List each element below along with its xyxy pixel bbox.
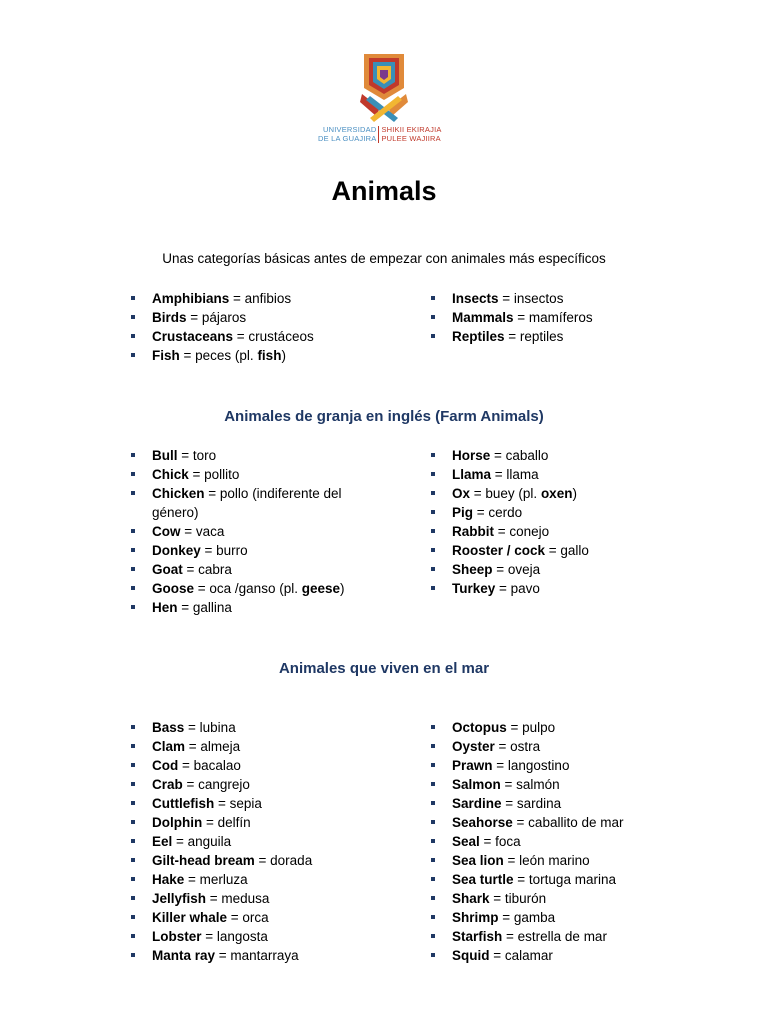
spanish-translation: = merluza	[184, 872, 248, 887]
english-term: Bull	[152, 448, 178, 463]
spanish-translation: = cerdo	[473, 505, 523, 520]
list-item	[430, 813, 730, 832]
spanish-translation: = gamba	[498, 910, 556, 925]
english-term: Birds	[152, 310, 187, 325]
list-item	[430, 794, 730, 813]
english-term: Goose	[152, 581, 195, 596]
english-term: Rabbit	[452, 524, 494, 539]
sea-animals-right-list	[430, 718, 730, 965]
list-item	[130, 737, 380, 756]
spanish-translation: = toro	[177, 448, 217, 463]
spanish-translation: = insectos	[498, 291, 564, 306]
spanish-translation: = delfín	[202, 815, 251, 830]
list-item	[130, 308, 380, 327]
english-term: Sardine	[452, 796, 502, 811]
english-term: Chick	[152, 467, 189, 482]
spanish-translation: = medusa	[206, 891, 270, 906]
spanish-translation: = cabra	[182, 562, 232, 577]
list-item	[130, 484, 380, 522]
spanish-translation: = pollo (indiferente del género)	[152, 486, 342, 520]
list-item	[430, 832, 730, 851]
list-item	[430, 308, 730, 327]
spanish-translation: = langosta	[201, 929, 268, 944]
spanish-translation: = anfibios	[229, 291, 292, 306]
english-term: Goat	[152, 562, 183, 577]
english-term: Mammals	[452, 310, 514, 325]
spanish-translation: = anguila	[172, 834, 232, 849]
spanish-translation: = oca /ganso (pl.	[194, 581, 302, 596]
spanish-translation: = conejo	[494, 524, 550, 539]
list-item	[130, 560, 380, 579]
english-term: Sheep	[452, 562, 493, 577]
english-term: Hake	[152, 872, 185, 887]
english-term: Oyster	[452, 739, 495, 754]
spanish-translation: = dorada	[254, 853, 313, 868]
english-term: Insects	[452, 291, 499, 306]
english-term: Manta ray	[152, 948, 216, 963]
spanish-translation: = gallo	[545, 543, 589, 558]
list-item	[430, 465, 730, 484]
spanish-translation: = langostino	[492, 758, 570, 773]
plural-form: geese	[301, 581, 340, 596]
list-item	[130, 813, 380, 832]
english-term: Octopus	[452, 720, 507, 735]
spanish-translation: = vaca	[180, 524, 225, 539]
english-term: Llama	[452, 467, 492, 482]
spanish-translation: = buey (pl.	[470, 486, 541, 501]
list-item	[430, 289, 730, 308]
english-term: Shark	[452, 891, 490, 906]
spanish-translation: = mamíferos	[513, 310, 593, 325]
spanish-translation: = calamar	[489, 948, 553, 963]
spanish-translation: = lubina	[184, 720, 236, 735]
list-item	[130, 946, 380, 965]
spanish-translation: = orca	[227, 910, 269, 925]
english-term: Starfish	[452, 929, 503, 944]
list-item	[430, 522, 730, 541]
english-term: Salmon	[452, 777, 501, 792]
english-term: Bass	[152, 720, 185, 735]
list-item	[430, 775, 730, 794]
spanish-translation: = cangrejo	[182, 777, 250, 792]
closing-paren: )	[281, 348, 286, 363]
english-term: Dolphin	[152, 815, 203, 830]
list-item	[430, 851, 730, 870]
list-item	[130, 775, 380, 794]
spanish-translation: = sepia	[214, 796, 262, 811]
spanish-translation: = salmón	[500, 777, 560, 792]
spanish-translation: = león marino	[503, 853, 590, 868]
spanish-translation: = pavo	[495, 581, 540, 596]
english-term: Chicken	[152, 486, 205, 501]
list-item	[430, 927, 730, 946]
page-title: Animals	[331, 176, 437, 206]
english-term: Prawn	[452, 758, 493, 773]
spanish-translation: = almeja	[185, 739, 241, 754]
english-term: Sea lion	[452, 853, 504, 868]
basic-categories-left-list	[130, 289, 380, 365]
list-item	[130, 579, 380, 598]
plural-form: oxen	[540, 486, 573, 501]
farm-animals-right-list	[430, 446, 730, 598]
english-term: Hen	[152, 600, 178, 615]
english-term: Squid	[452, 948, 490, 963]
plural-form: fish	[257, 348, 282, 363]
list-item	[430, 579, 730, 598]
spanish-translation: = burro	[200, 543, 248, 558]
list-item	[430, 484, 730, 503]
english-term: Amphibians	[152, 291, 230, 306]
english-term: Gilt-head bream	[152, 853, 255, 868]
spanish-translation: = mantarraya	[215, 948, 299, 963]
english-term: Reptiles	[452, 329, 505, 344]
list-item	[430, 503, 730, 522]
english-term: Donkey	[152, 543, 201, 558]
spanish-translation: = caballo	[490, 448, 549, 463]
english-term: Crustaceans	[152, 329, 234, 344]
english-term: Seahorse	[452, 815, 513, 830]
spanish-translation: = foca	[479, 834, 521, 849]
list-item	[130, 889, 380, 908]
farm-animals-left-list	[130, 446, 380, 617]
english-term: Jellyfish	[152, 891, 207, 906]
list-item	[430, 756, 730, 775]
list-item	[430, 737, 730, 756]
english-term: Shrimp	[452, 910, 499, 925]
english-term: Killer whale	[152, 910, 228, 925]
spanish-translation: = crustáceos	[233, 329, 314, 344]
list-item	[430, 560, 730, 579]
list-item	[130, 908, 380, 927]
spanish-translation: = sardina	[501, 796, 562, 811]
list-item	[430, 946, 730, 965]
list-item	[130, 522, 380, 541]
english-term: Seal	[452, 834, 480, 849]
sea-animals-left-list	[130, 718, 380, 965]
list-item	[430, 327, 730, 346]
list-item	[130, 927, 380, 946]
list-item	[430, 870, 730, 889]
list-item	[130, 327, 380, 346]
logo-text-right: SHIKII EKIRAJIA PULEE WAJIIRA	[381, 125, 442, 143]
english-term: Cuttlefish	[152, 796, 215, 811]
english-term: Turkey	[452, 581, 496, 596]
spanish-translation: = oveja	[492, 562, 541, 577]
list-item	[430, 908, 730, 927]
list-item	[430, 718, 730, 737]
sea-animals-heading: Animales que viven en el mar	[278, 660, 490, 677]
english-term: Rooster / cock	[452, 543, 546, 558]
english-term: Pig	[452, 505, 474, 520]
spanish-translation: = pulpo	[506, 720, 556, 735]
english-term: Cod	[152, 758, 179, 773]
english-term: Eel	[152, 834, 173, 849]
university-knot-emblem-icon	[358, 50, 410, 122]
spanish-translation: = reptiles	[504, 329, 564, 344]
spanish-translation: = gallina	[177, 600, 232, 615]
spanish-translation: = llama	[491, 467, 539, 482]
english-term: Fish	[152, 348, 180, 363]
list-item	[130, 446, 380, 465]
spanish-translation: = tiburón	[489, 891, 547, 906]
spanish-translation: = peces (pl.	[179, 348, 258, 363]
list-item	[130, 851, 380, 870]
spanish-translation: = caballito de mar	[512, 815, 624, 830]
spanish-translation: = estrella de mar	[502, 929, 607, 944]
spanish-translation: = bacalao	[178, 758, 241, 773]
farm-animals-heading: Animales de granja en inglés (Farm Animals)	[224, 408, 544, 425]
list-item	[130, 718, 380, 737]
university-logo-text	[318, 126, 450, 143]
basic-categories-right-list	[430, 289, 730, 346]
list-item	[130, 794, 380, 813]
list-item	[130, 289, 380, 308]
spanish-translation: = ostra	[494, 739, 541, 754]
english-term: Crab	[152, 777, 183, 792]
list-item	[130, 756, 380, 775]
list-item	[130, 598, 380, 617]
closing-paren: )	[572, 486, 577, 501]
english-term: Horse	[452, 448, 491, 463]
intro-text: Unas categorías básicas antes de empezar con animales más específicos	[162, 251, 606, 266]
list-item	[430, 541, 730, 560]
list-item	[130, 832, 380, 851]
list-item	[130, 465, 380, 484]
english-term: Lobster	[152, 929, 202, 944]
list-item	[130, 541, 380, 560]
closing-paren: )	[340, 581, 345, 596]
english-term: Clam	[152, 739, 186, 754]
logo-text-left: UNIVERSIDAD DE LA GUAJIRA	[318, 126, 379, 143]
list-item	[430, 889, 730, 908]
spanish-translation: = pájaros	[186, 310, 247, 325]
list-item	[130, 346, 380, 365]
english-term: Cow	[152, 524, 181, 539]
english-term: Ox	[452, 486, 471, 501]
list-item	[130, 870, 380, 889]
list-item	[430, 446, 730, 465]
spanish-translation: = tortuga marina	[513, 872, 616, 887]
english-term: Sea turtle	[452, 872, 514, 887]
spanish-translation: = pollito	[188, 467, 240, 482]
